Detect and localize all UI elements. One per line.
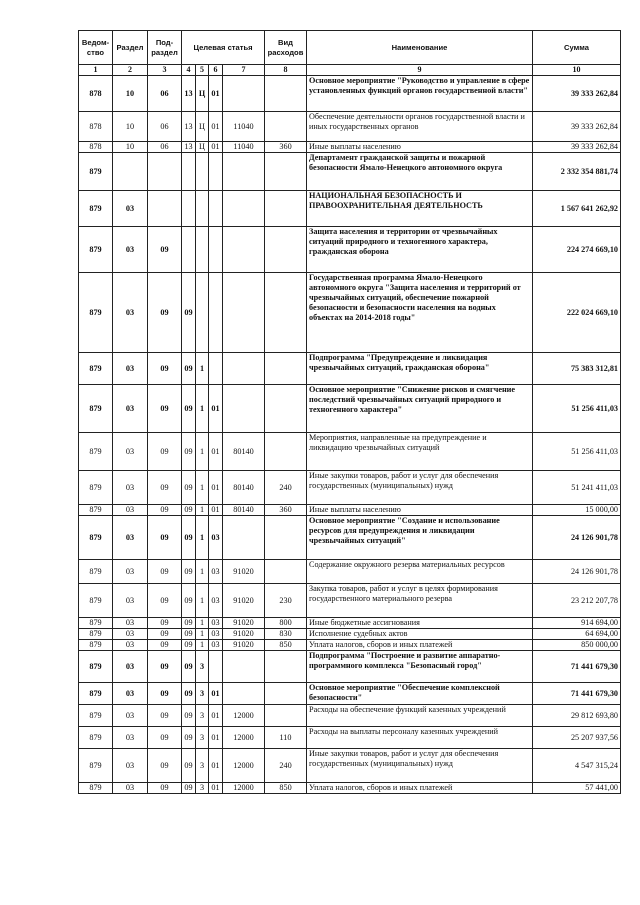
sum-cell: 914 694,00	[533, 618, 621, 629]
subprogram-code-cell: 1	[196, 584, 209, 618]
subprogram-code-cell	[196, 227, 209, 273]
item-name-cell: Расходы на обеспечение функций казенных учреждений	[307, 705, 533, 727]
direction-code-cell	[223, 385, 265, 433]
table-row	[79, 227, 621, 273]
event-code-cell: 01	[209, 471, 223, 505]
vedomstvo-cell: 879	[79, 783, 113, 794]
column-number: 6	[209, 65, 223, 76]
vedomstvo-cell: 879	[79, 629, 113, 640]
program-code-cell: 09	[182, 584, 196, 618]
direction-code-cell	[223, 76, 265, 112]
expense-type-cell: 800	[265, 618, 307, 629]
vedomstvo-cell: 879	[79, 227, 113, 273]
podrazdel-cell: 09	[148, 516, 182, 560]
header-podrazdel: Под-раздел	[148, 31, 182, 65]
item-name-cell: Закупка товаров, работ и услуг в целях формирования государственного материального резерва	[307, 584, 533, 618]
event-code-cell: 03	[209, 516, 223, 560]
razdel-cell: 03	[113, 273, 148, 353]
table-row	[79, 433, 621, 471]
column-number: 10	[533, 65, 621, 76]
vedomstvo-cell: 879	[79, 505, 113, 516]
program-code-cell: 09	[182, 783, 196, 794]
podrazdel-cell: 06	[148, 76, 182, 112]
sum-cell: 29 812 693,80	[533, 705, 621, 727]
event-code-cell	[209, 191, 223, 227]
event-code-cell: 03	[209, 618, 223, 629]
program-code-cell: 09	[182, 640, 196, 651]
direction-code-cell	[223, 273, 265, 353]
podrazdel-cell: 09	[148, 629, 182, 640]
vedomstvo-cell: 879	[79, 516, 113, 560]
table-row	[79, 749, 621, 783]
razdel-cell: 03	[113, 505, 148, 516]
event-code-cell	[209, 651, 223, 683]
item-name-cell: Обеспечение деятельности органов государственной власти и иных государственных органов	[307, 112, 533, 142]
expense-type-cell	[265, 683, 307, 705]
razdel-cell: 10	[113, 112, 148, 142]
program-code-cell: 09	[182, 516, 196, 560]
program-code-cell	[182, 227, 196, 273]
program-code-cell: 09	[182, 705, 196, 727]
table-row	[79, 471, 621, 505]
table-row	[79, 505, 621, 516]
vedomstvo-cell: 879	[79, 584, 113, 618]
razdel-cell: 03	[113, 683, 148, 705]
budget-table	[78, 30, 621, 794]
event-code-cell: 03	[209, 584, 223, 618]
expense-type-cell	[265, 273, 307, 353]
podrazdel-cell: 09	[148, 683, 182, 705]
sum-cell: 2 332 354 881,74	[533, 153, 621, 191]
item-name-cell: Иные выплаты населению	[307, 142, 533, 153]
direction-code-cell	[223, 683, 265, 705]
program-code-cell: 09	[182, 471, 196, 505]
table-row	[79, 651, 621, 683]
vedomstvo-cell: 879	[79, 433, 113, 471]
razdel-cell: 03	[113, 584, 148, 618]
column-number: 9	[307, 65, 533, 76]
item-name-cell: Основное мероприятие "Обеспечение комплексной безопасности"	[307, 683, 533, 705]
item-name-cell: Защита населения и территории от чрезвычайных ситуаций природного и техногенного характера, гражданская оборона	[307, 227, 533, 273]
item-name-cell: Иные закупки товаров, работ и услуг для обеспечения государственных (муниципальных) нужд	[307, 749, 533, 783]
subprogram-code-cell: Ц	[196, 142, 209, 153]
razdel-cell: 03	[113, 353, 148, 385]
table-row	[79, 191, 621, 227]
podrazdel-cell: 09	[148, 227, 182, 273]
razdel-cell: 03	[113, 705, 148, 727]
sum-cell: 1 567 641 262,92	[533, 191, 621, 227]
subprogram-code-cell	[196, 191, 209, 227]
sum-cell: 23 212 207,78	[533, 584, 621, 618]
direction-code-cell	[223, 153, 265, 191]
sum-cell: 64 694,00	[533, 629, 621, 640]
subprogram-code-cell: Ц	[196, 112, 209, 142]
subprogram-code-cell: 3	[196, 651, 209, 683]
direction-code-cell: 12000	[223, 705, 265, 727]
razdel-cell: 03	[113, 651, 148, 683]
sum-cell: 39 333 262,84	[533, 76, 621, 112]
event-code-cell: 01	[209, 683, 223, 705]
table-row	[79, 683, 621, 705]
item-name-cell: Подпрограмма "Предупреждение и ликвидация чрезвычайных ситуаций, гражданская оборона"	[307, 353, 533, 385]
item-name-cell: Государственная программа Ямало-Ненецкого автономного округа "Защита населения и территорий от чрезвычайных ситуаций, обеспечение пожарной безопасности и безопасности населения на водных объектах на 2014-2018 годы"	[307, 273, 533, 353]
event-code-cell: 01	[209, 112, 223, 142]
podrazdel-cell	[148, 153, 182, 191]
item-name-cell: Основное мероприятие "Снижение рисков и смягчение последствий чрезвычайных ситуаций природного и техногенного характера"	[307, 385, 533, 433]
podrazdel-cell: 09	[148, 651, 182, 683]
sum-cell: 224 274 669,10	[533, 227, 621, 273]
program-code-cell: 09	[182, 273, 196, 353]
sum-cell: 24 126 901,78	[533, 516, 621, 560]
subprogram-code-cell: 1	[196, 560, 209, 584]
expense-type-cell: 230	[265, 584, 307, 618]
expense-type-cell	[265, 112, 307, 142]
table-row	[79, 112, 621, 142]
item-name-cell: Мероприятия, направленные на предупреждение и ликвидацию чрезвычайных ситуаций	[307, 433, 533, 471]
subprogram-code-cell	[196, 153, 209, 191]
item-name-cell: Уплата налогов, сборов и иных платежей	[307, 783, 533, 794]
program-code-cell: 09	[182, 433, 196, 471]
direction-code-cell: 11040	[223, 142, 265, 153]
expense-type-cell: 850	[265, 640, 307, 651]
column-number: 2	[113, 65, 148, 76]
column-number: 5	[196, 65, 209, 76]
direction-code-cell	[223, 353, 265, 385]
expense-type-cell: 240	[265, 749, 307, 783]
podrazdel-cell: 09	[148, 749, 182, 783]
program-code-cell: 13	[182, 76, 196, 112]
expense-type-cell	[265, 191, 307, 227]
expense-type-cell: 240	[265, 471, 307, 505]
razdel-cell: 03	[113, 191, 148, 227]
event-code-cell: 01	[209, 727, 223, 749]
subprogram-code-cell: 3	[196, 705, 209, 727]
item-name-cell: Иные выплаты населению	[307, 505, 533, 516]
razdel-cell	[113, 153, 148, 191]
direction-code-cell	[223, 651, 265, 683]
sum-cell: 222 024 669,10	[533, 273, 621, 353]
sum-cell: 39 333 262,84	[533, 112, 621, 142]
event-code-cell	[209, 153, 223, 191]
podrazdel-cell: 09	[148, 505, 182, 516]
expense-type-cell	[265, 76, 307, 112]
item-name-cell: Департамент гражданской защиты и пожарной безопасности Ямало-Ненецкого автономного округа	[307, 153, 533, 191]
item-name-cell: Основное мероприятие "Создание и использование ресурсов для предупреждения и ликвидации чрезвычайных ситуаций"	[307, 516, 533, 560]
column-number: 1	[79, 65, 113, 76]
vedomstvo-cell: 879	[79, 683, 113, 705]
podrazdel-cell: 09	[148, 273, 182, 353]
subprogram-code-cell: 1	[196, 516, 209, 560]
program-code-cell: 09	[182, 560, 196, 584]
expense-type-cell	[265, 227, 307, 273]
vedomstvo-cell: 879	[79, 153, 113, 191]
expense-type-cell: 830	[265, 629, 307, 640]
item-name-cell: Исполнение судебных актов	[307, 629, 533, 640]
event-code-cell: 01	[209, 142, 223, 153]
program-code-cell: 09	[182, 651, 196, 683]
expense-type-cell	[265, 560, 307, 584]
table-row	[79, 705, 621, 727]
sum-cell: 25 207 937,56	[533, 727, 621, 749]
vedomstvo-cell: 879	[79, 191, 113, 227]
item-name-cell: Уплата налогов, сборов и иных платежей	[307, 640, 533, 651]
program-code-cell	[182, 153, 196, 191]
event-code-cell: 01	[209, 783, 223, 794]
vedomstvo-cell: 878	[79, 112, 113, 142]
table-row	[79, 560, 621, 584]
podrazdel-cell: 09	[148, 705, 182, 727]
direction-code-cell: 91020	[223, 618, 265, 629]
event-code-cell	[209, 353, 223, 385]
sum-cell: 57 441,00	[533, 783, 621, 794]
vedomstvo-cell: 879	[79, 727, 113, 749]
column-numbers-row	[79, 65, 621, 76]
program-code-cell: 09	[182, 749, 196, 783]
event-code-cell: 01	[209, 705, 223, 727]
column-number: 3	[148, 65, 182, 76]
sum-cell: 71 441 679,30	[533, 683, 621, 705]
vedomstvo-cell: 878	[79, 142, 113, 153]
table-row	[79, 584, 621, 618]
podrazdel-cell: 09	[148, 640, 182, 651]
subprogram-code-cell: 1	[196, 629, 209, 640]
header-vedomstvo: Ведом-ство	[79, 31, 113, 65]
subprogram-code-cell: 1	[196, 618, 209, 629]
item-name-cell: Подпрограмма "Построение и развитие аппаратно-программного комплекса "Безопасный город"	[307, 651, 533, 683]
table-header	[79, 31, 621, 76]
column-number: 8	[265, 65, 307, 76]
expense-type-cell: 850	[265, 783, 307, 794]
sum-cell: 15 000,00	[533, 505, 621, 516]
sum-cell: 51 241 411,03	[533, 471, 621, 505]
item-name-cell: Расходы на выплаты персоналу казенных учреждений	[307, 727, 533, 749]
razdel-cell: 03	[113, 727, 148, 749]
item-name-cell: НАЦИОНАЛЬНАЯ БЕЗОПАСНОСТЬ И ПРАВООХРАНИТЕЛЬНАЯ ДЕЯТЕЛЬНОСТЬ	[307, 191, 533, 227]
subprogram-code-cell: 1	[196, 640, 209, 651]
direction-code-cell	[223, 227, 265, 273]
podrazdel-cell	[148, 191, 182, 227]
expense-type-cell	[265, 385, 307, 433]
vedomstvo-cell: 879	[79, 640, 113, 651]
direction-code-cell: 91020	[223, 584, 265, 618]
header-expense-type: Вид расходов	[265, 31, 307, 65]
vedomstvo-cell: 879	[79, 705, 113, 727]
vedomstvo-cell: 879	[79, 353, 113, 385]
direction-code-cell: 80140	[223, 471, 265, 505]
table-row	[79, 273, 621, 353]
expense-type-cell: 360	[265, 505, 307, 516]
item-name-cell: Основное мероприятие "Руководство и управление в сфере установленных функций органов государственной власти"	[307, 76, 533, 112]
razdel-cell: 03	[113, 749, 148, 783]
razdel-cell: 10	[113, 76, 148, 112]
table-row	[79, 629, 621, 640]
razdel-cell: 10	[113, 142, 148, 153]
sum-cell: 51 256 411,03	[533, 433, 621, 471]
subprogram-code-cell: 1	[196, 505, 209, 516]
vedomstvo-cell: 879	[79, 749, 113, 783]
program-code-cell: 09	[182, 683, 196, 705]
podrazdel-cell: 06	[148, 112, 182, 142]
event-code-cell: 03	[209, 560, 223, 584]
event-code-cell: 01	[209, 749, 223, 783]
expense-type-cell: 110	[265, 727, 307, 749]
program-code-cell: 09	[182, 505, 196, 516]
vedomstvo-cell: 879	[79, 651, 113, 683]
direction-code-cell	[223, 191, 265, 227]
direction-code-cell: 91020	[223, 560, 265, 584]
direction-code-cell: 12000	[223, 727, 265, 749]
subprogram-code-cell: 3	[196, 683, 209, 705]
event-code-cell: 03	[209, 629, 223, 640]
podrazdel-cell: 09	[148, 471, 182, 505]
vedomstvo-cell: 879	[79, 273, 113, 353]
sum-cell: 51 256 411,03	[533, 385, 621, 433]
table-row	[79, 353, 621, 385]
expense-type-cell	[265, 651, 307, 683]
table-body	[79, 76, 621, 794]
program-code-cell: 09	[182, 629, 196, 640]
table-row	[79, 640, 621, 651]
table-row	[79, 385, 621, 433]
direction-code-cell: 91020	[223, 629, 265, 640]
podrazdel-cell: 09	[148, 433, 182, 471]
header-target-article: Целевая статья	[182, 31, 265, 65]
razdel-cell: 03	[113, 471, 148, 505]
event-code-cell	[209, 273, 223, 353]
razdel-cell: 03	[113, 783, 148, 794]
expense-type-cell	[265, 153, 307, 191]
podrazdel-cell: 09	[148, 385, 182, 433]
podrazdel-cell: 09	[148, 584, 182, 618]
item-name-cell: Содержание окружного резерва материальных ресурсов	[307, 560, 533, 584]
razdel-cell: 03	[113, 560, 148, 584]
vedomstvo-cell: 879	[79, 560, 113, 584]
sum-cell: 71 441 679,30	[533, 651, 621, 683]
sum-cell: 39 333 262,84	[533, 142, 621, 153]
direction-code-cell: 12000	[223, 783, 265, 794]
program-code-cell: 13	[182, 112, 196, 142]
podrazdel-cell: 06	[148, 142, 182, 153]
expense-type-cell: 360	[265, 142, 307, 153]
expense-type-cell	[265, 516, 307, 560]
column-number: 7	[223, 65, 265, 76]
direction-code-cell: 91020	[223, 640, 265, 651]
subprogram-code-cell: Ц	[196, 76, 209, 112]
expense-type-cell	[265, 705, 307, 727]
table-row	[79, 142, 621, 153]
subprogram-code-cell: 1	[196, 471, 209, 505]
table-row	[79, 153, 621, 191]
vedomstvo-cell: 879	[79, 385, 113, 433]
table-row	[79, 76, 621, 112]
program-code-cell: 09	[182, 618, 196, 629]
event-code-cell: 03	[209, 640, 223, 651]
direction-code-cell: 80140	[223, 505, 265, 516]
table-row	[79, 516, 621, 560]
subprogram-code-cell: 1	[196, 433, 209, 471]
subprogram-code-cell	[196, 273, 209, 353]
program-code-cell	[182, 191, 196, 227]
subprogram-code-cell: 1	[196, 385, 209, 433]
event-code-cell: 01	[209, 76, 223, 112]
razdel-cell: 03	[113, 385, 148, 433]
item-name-cell: Иные бюджетные ассигнования	[307, 618, 533, 629]
sum-cell: 24 126 901,78	[533, 560, 621, 584]
program-code-cell: 13	[182, 142, 196, 153]
direction-code-cell	[223, 516, 265, 560]
event-code-cell	[209, 227, 223, 273]
vedomstvo-cell: 879	[79, 618, 113, 629]
direction-code-cell: 80140	[223, 433, 265, 471]
expense-type-cell	[265, 433, 307, 471]
subprogram-code-cell: 3	[196, 783, 209, 794]
header-sum: Сумма	[533, 31, 621, 65]
item-name-cell: Иные закупки товаров, работ и услуг для обеспечения государственных (муниципальных) нужд	[307, 471, 533, 505]
direction-code-cell: 12000	[223, 749, 265, 783]
expense-type-cell	[265, 353, 307, 385]
table-row	[79, 618, 621, 629]
event-code-cell: 01	[209, 385, 223, 433]
podrazdel-cell: 09	[148, 618, 182, 629]
event-code-cell: 01	[209, 433, 223, 471]
podrazdel-cell: 09	[148, 353, 182, 385]
sum-cell: 4 547 315,24	[533, 749, 621, 783]
subprogram-code-cell: 3	[196, 749, 209, 783]
program-code-cell: 09	[182, 385, 196, 433]
program-code-cell: 09	[182, 727, 196, 749]
razdel-cell: 03	[113, 433, 148, 471]
header-razdel: Раздел	[113, 31, 148, 65]
razdel-cell: 03	[113, 516, 148, 560]
subprogram-code-cell: 1	[196, 353, 209, 385]
razdel-cell: 03	[113, 629, 148, 640]
direction-code-cell: 11040	[223, 112, 265, 142]
header-name: Наименование	[307, 31, 533, 65]
column-number: 4	[182, 65, 196, 76]
podrazdel-cell: 09	[148, 560, 182, 584]
sum-cell: 75 383 312,81	[533, 353, 621, 385]
razdel-cell: 03	[113, 227, 148, 273]
sum-cell: 850 000,00	[533, 640, 621, 651]
table-row	[79, 783, 621, 794]
vedomstvo-cell: 879	[79, 471, 113, 505]
razdel-cell: 03	[113, 618, 148, 629]
event-code-cell: 01	[209, 505, 223, 516]
subprogram-code-cell: 3	[196, 727, 209, 749]
vedomstvo-cell: 878	[79, 76, 113, 112]
podrazdel-cell: 09	[148, 727, 182, 749]
table-row	[79, 727, 621, 749]
razdel-cell: 03	[113, 640, 148, 651]
program-code-cell: 09	[182, 353, 196, 385]
podrazdel-cell: 09	[148, 783, 182, 794]
